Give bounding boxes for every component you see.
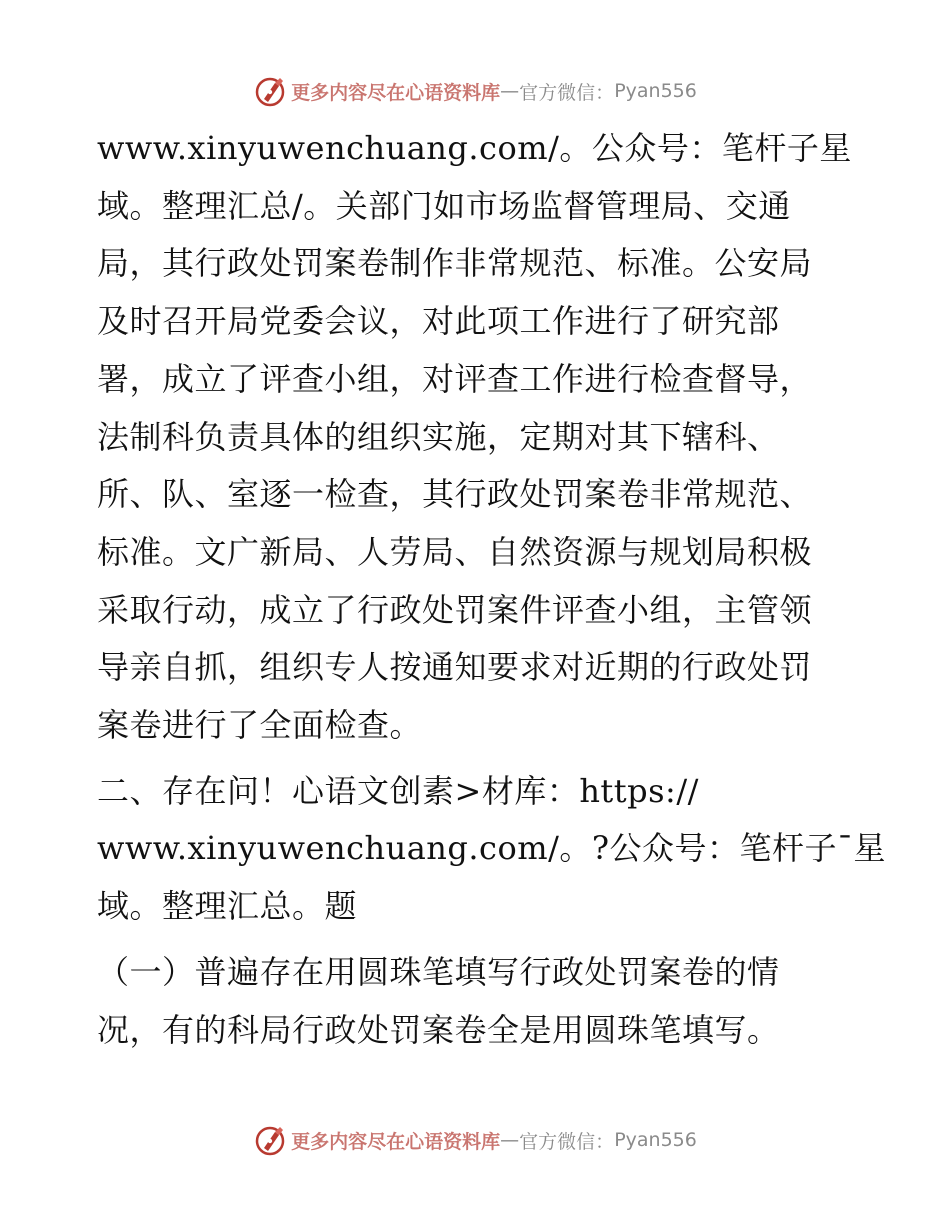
text-line: 所、队、室逐一检查，其行政处罚案卷非常规范、: [97, 475, 813, 514]
text-line: 标准。文广新局、人劳局、自然资源与规划局积极: [97, 532, 813, 571]
text-line: 及时召开局党委会议，对此项工作进行了研究部: [97, 302, 780, 341]
banner-dash: —: [500, 80, 520, 102]
text-line: 导亲自抓，组织专人按通知要求对近期的行政处罚: [97, 648, 813, 687]
text-line: 署，成立了评查小组，对评查工作进行检查督导，: [97, 359, 813, 398]
banner-main-text: 更多内容尽在心语资料库: [291, 1130, 501, 1153]
paragraph-section-heading: [97, 763, 887, 936]
header-watermark-banner: [0, 71, 950, 111]
footer-watermark-banner: [0, 1120, 950, 1160]
paragraph-issue-one: [97, 944, 857, 1059]
text-line: 采取行动，成立了行政处罚案件评查小组，主管领: [97, 590, 813, 629]
banner-wechat-id: Pyan556: [614, 1129, 697, 1151]
text-line: www.xinyuwenchuang.com/。?公众号：笔杆子¯星: [97, 829, 887, 868]
text-line: 域。整理汇总/。关部门如市场监督管理局、交通: [97, 186, 791, 225]
text-line: 况，有的科局行政处罚案卷全是用圆珠笔填写。: [97, 1010, 780, 1049]
paragraph-intro: [97, 120, 857, 755]
document-body: [97, 120, 887, 1059]
banner-sub-text: 官方微信：: [519, 1130, 615, 1153]
pen-nib-logo-icon: [253, 74, 287, 108]
text-line: （一）普遍存在用圆珠笔填写行政处罚案卷的情: [97, 952, 780, 991]
banner-sub-text: 官方微信：: [519, 81, 615, 104]
text-line: 法制科负责具体的组织实施，定期对其下辖科、: [97, 417, 780, 456]
text-line: 域。整理汇总。题: [97, 887, 358, 926]
text-line: 二、存在问！心语文创素>材库：https://: [97, 771, 699, 810]
text-line: 案卷进行了全面检查。: [97, 706, 423, 745]
banner-dash: —: [500, 1129, 520, 1151]
banner-main-text: 更多内容尽在心语资料库: [291, 81, 501, 104]
text-line: www.xinyuwenchuang.com/。公众号：笔杆子星: [97, 129, 852, 167]
pen-nib-logo-icon: [253, 1123, 287, 1157]
banner-wechat-id: Pyan556: [614, 80, 697, 102]
text-line: 局，其行政处罚案卷制作非常规范、标准。公安局: [97, 244, 813, 283]
